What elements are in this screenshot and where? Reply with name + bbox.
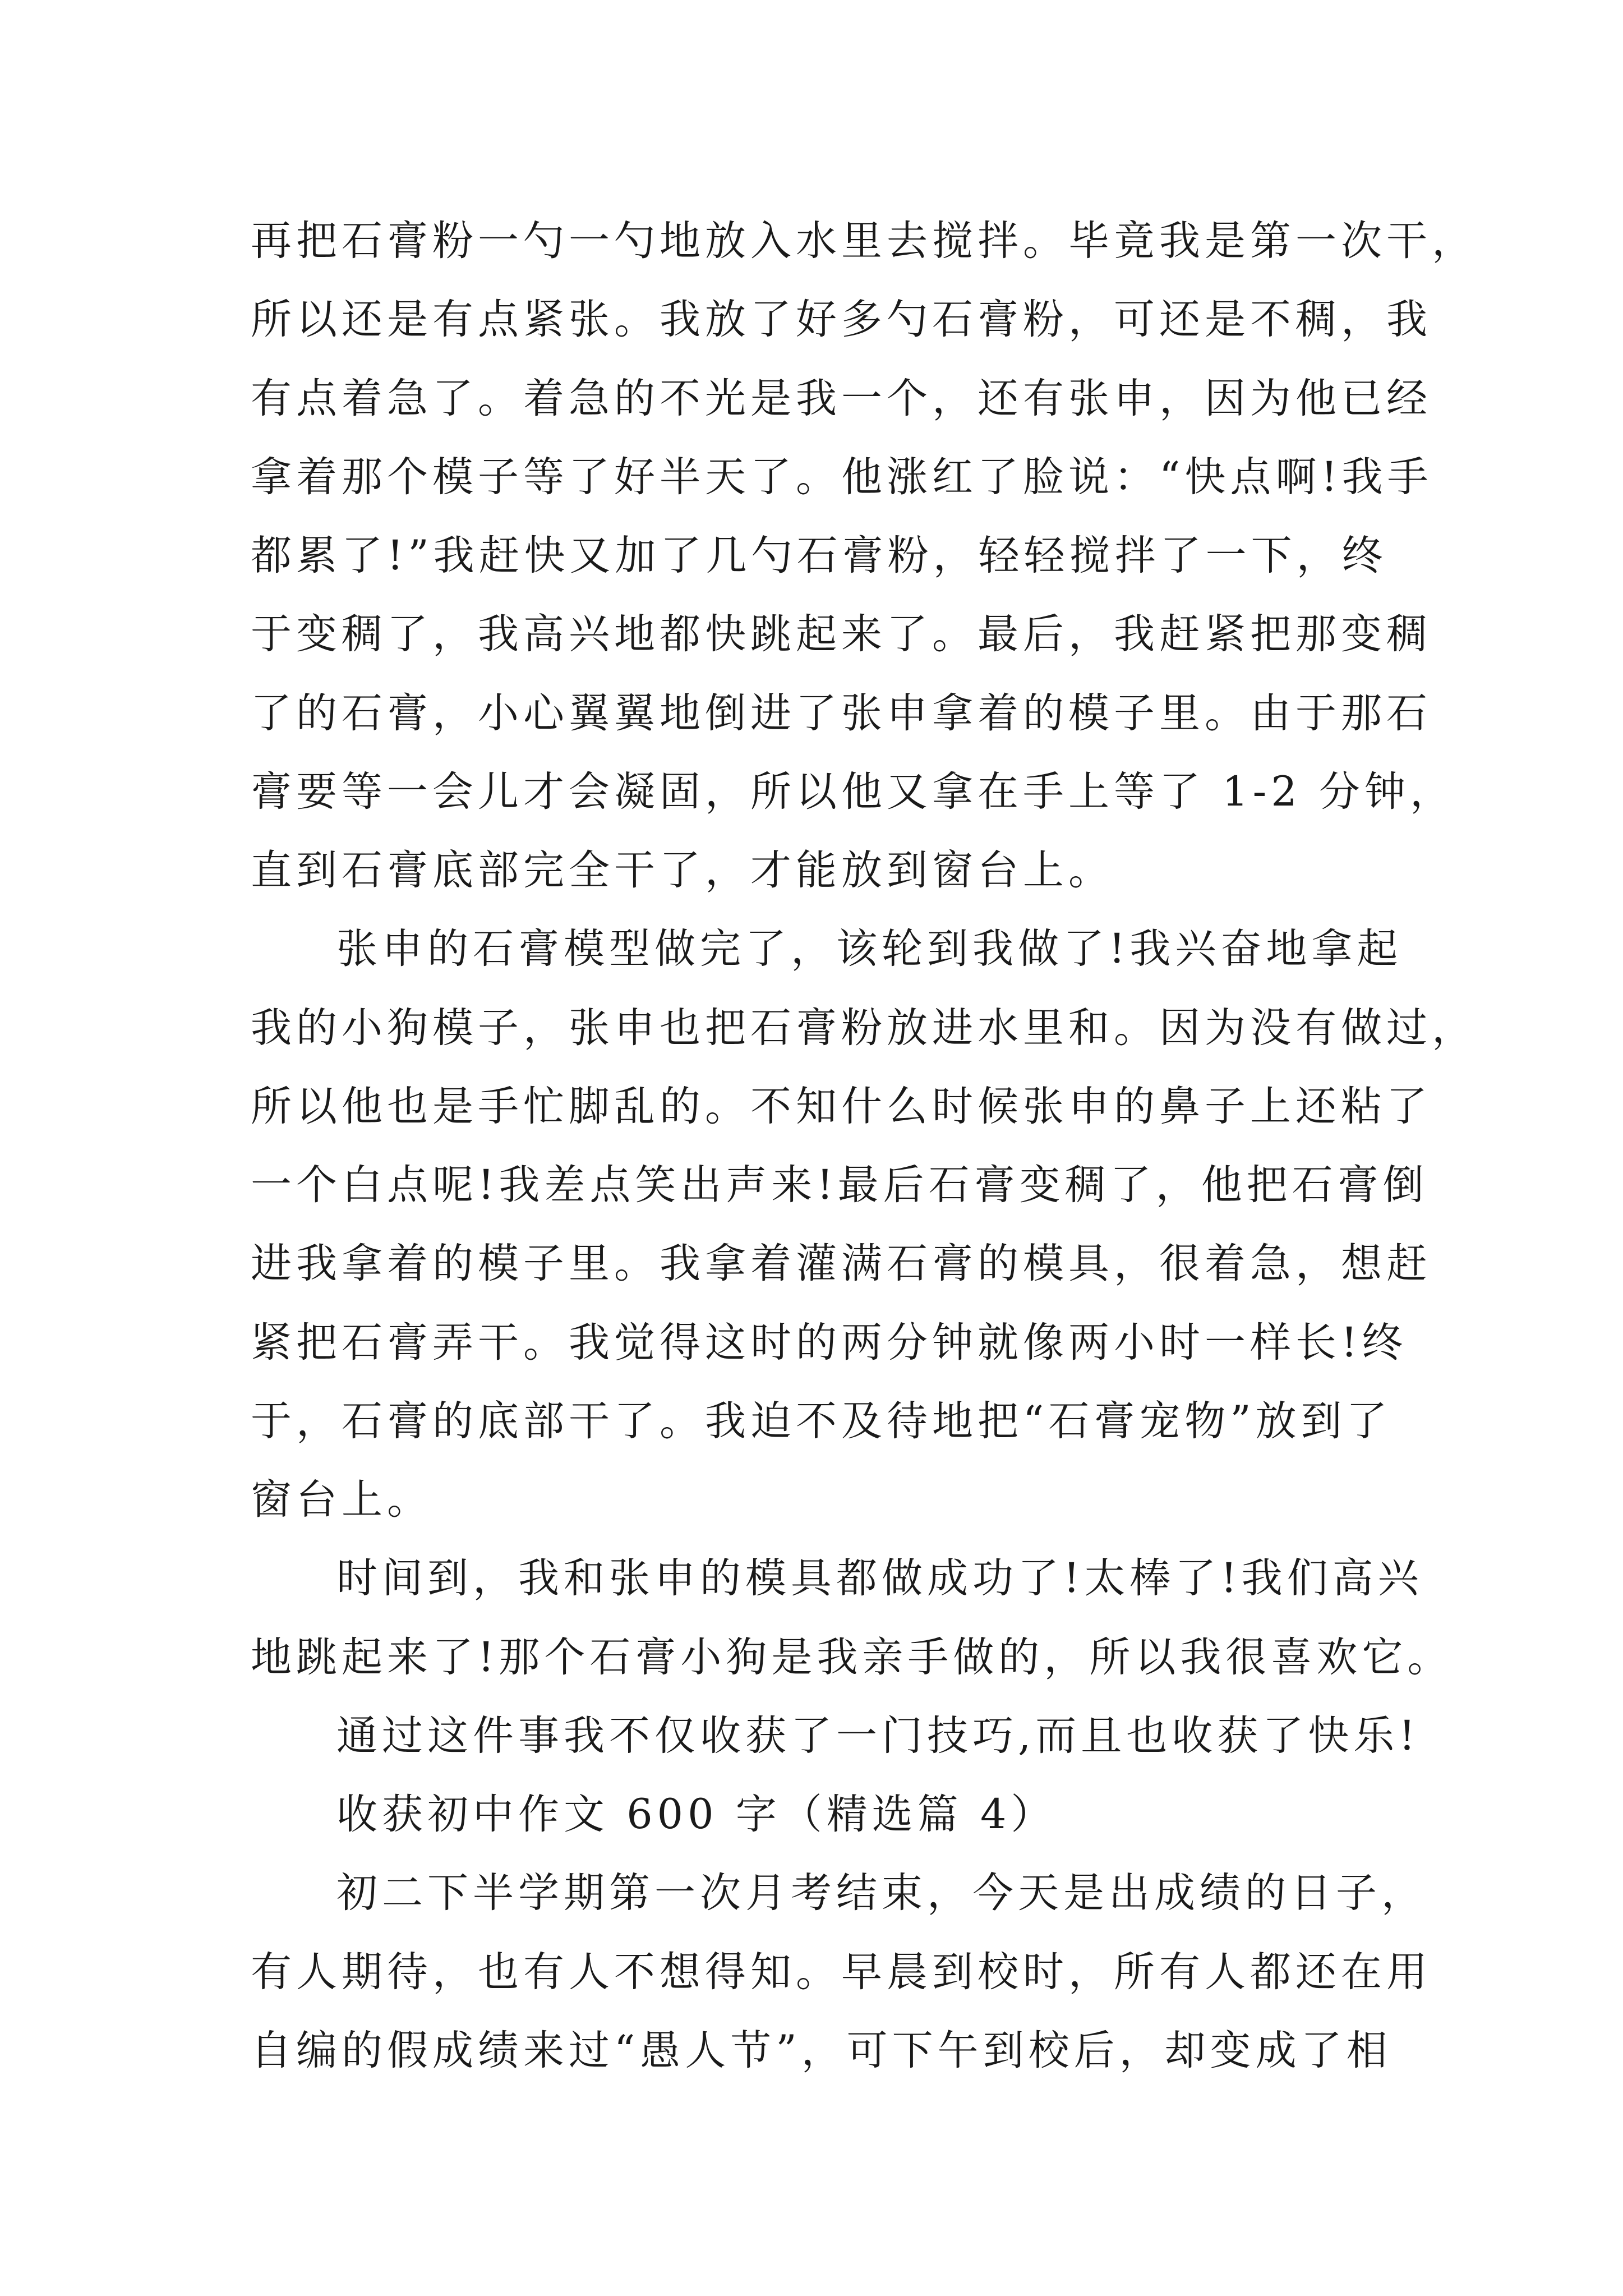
text-line: 直到石膏底部完全干了，才能放到窗台上。: [251, 846, 1114, 894]
text-line: 于，石膏的底部干了。我迫不及待地把“石膏宠物”放到了: [251, 1397, 1392, 1445]
paragraph-first-line: 初二下半学期第一次月考结束，今天是出成绩的日子，: [336, 1869, 1427, 1917]
text-line: 了的石膏，小心翼翼地倒进了张申拿着的模子里。由于那石: [251, 689, 1432, 737]
text-line: 我的小狗模子，张申也把石膏粉放进水里和。因为没有做过，: [251, 1004, 1477, 1052]
text-line: 地跳起来了!那个石膏小狗是我亲手做的，所以我很喜欢它。: [251, 1634, 1453, 1681]
paragraph-first-line: 通过这件事我不仅收获了一门技巧,而且也收获了快乐!: [336, 1712, 1420, 1760]
text-line: 再把石膏粉一勺一勺地放入水里去搅拌。毕竟我是第一次干，: [251, 217, 1477, 265]
text-line: 都累了!”我赶快又加了几勺石膏粉，轻轻搅拌了一下，终: [251, 532, 1387, 579]
text-line: 进我拿着的模子里。我拿着灌满石膏的模具，很着急，想赶: [251, 1240, 1432, 1287]
text-line: 于变稠了，我高兴地都快跳起来了。最后，我赶紧把那变稠: [251, 610, 1432, 658]
text-line: 窗台上。: [251, 1476, 432, 1524]
text-line: 膏要等一会儿才会凝固，所以他又拿在手上等了 1-2 分钟，: [251, 768, 1455, 816]
text-line: 有点着急了。着急的不光是我一个，还有张申，因为他已经: [251, 375, 1432, 422]
text-line: 自编的假成绩来过“愚人节”，可下午到校后，却变成了相: [251, 2027, 1392, 2074]
text-line: 所以还是有点紧张。我放了好多勺石膏粉，可还是不稠，我: [251, 296, 1432, 343]
section-heading: 收获初中作文 600 字（精选篇 4）: [336, 1791, 1057, 1838]
text-line: 紧把石膏弄干。我觉得这时的两分钟就像两小时一样长!终: [251, 1319, 1408, 1366]
text-line: 一个白点呢!我差点笑出声来!最后石膏变稠了，他把石膏倒: [251, 1161, 1428, 1209]
paragraph-first-line: 张申的石膏模型做完了，该轮到我做了!我兴奋地拿起: [336, 925, 1403, 973]
text-line: 所以他也是手忙脚乱的。不知什么时候张申的鼻子上还粘了: [251, 1083, 1432, 1130]
text-line: 有人期待，也有人不想得知。早晨到校时，所有人都还在用: [251, 1948, 1432, 1996]
paragraph-first-line: 时间到，我和张申的模具都做成功了!太棒了!我们高兴: [336, 1554, 1423, 1602]
text-line: 拿着那个模子等了好半天了。他涨红了脸说：“快点啊!我手: [251, 453, 1433, 501]
